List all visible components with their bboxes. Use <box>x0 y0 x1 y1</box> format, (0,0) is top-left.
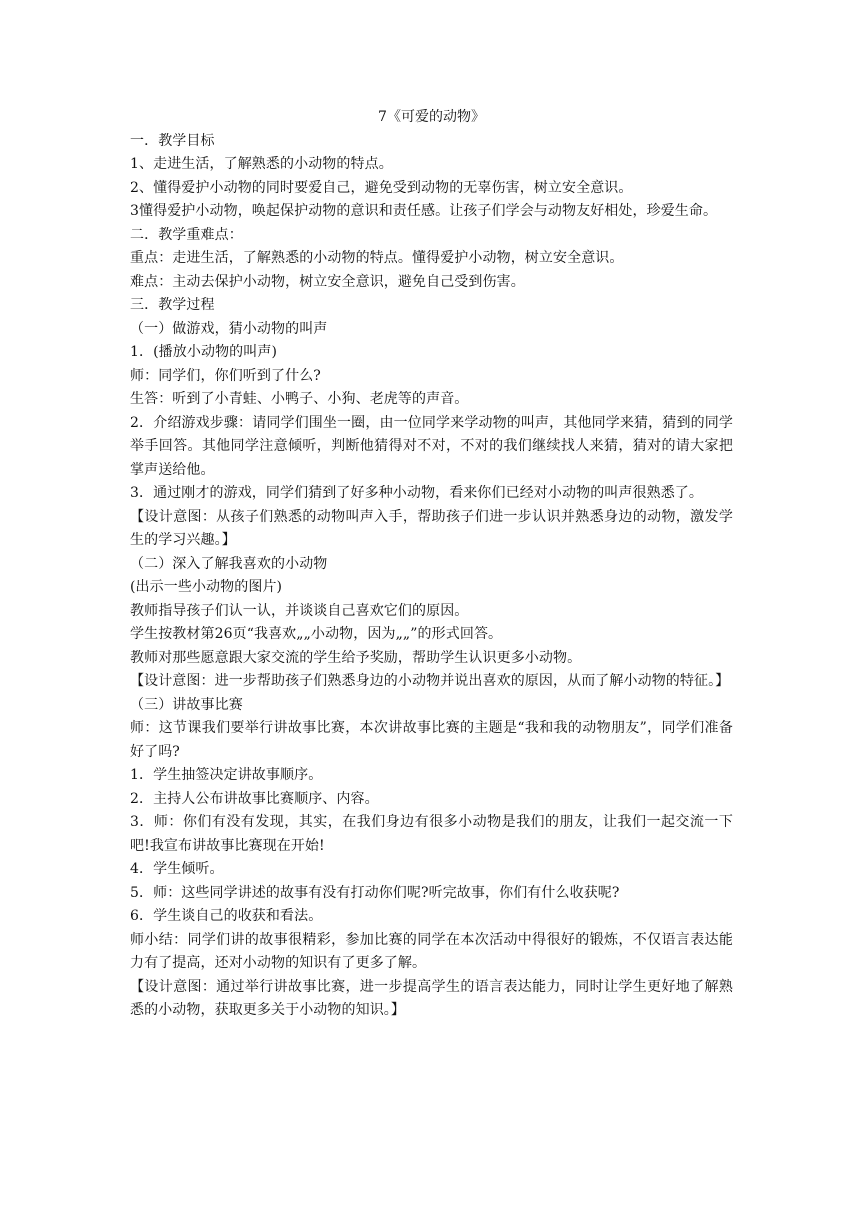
process-paragraph: 5．师：这些同学讲述的故事有没有打动你们呢?听完故事，你们有什么收获呢? <box>130 884 620 901</box>
process-paragraph: 师：这节课我们要举行讲故事比赛，本次讲故事比赛的主题是“我和我的动物朋友”，同学们准备好了吗? <box>130 720 733 760</box>
process-paragraph: 1．(播放小动物的叫声) <box>130 344 278 360</box>
key-point-item: 重点：走进生活，了解熟悉的小动物的特点。懂得爱护小动物，树立安全意识。 <box>130 250 624 266</box>
process-paragraph: (出示一些小动物的图片) <box>130 579 283 595</box>
subsection-heading-2: （二）深入了解我喜欢的小动物 <box>130 555 328 572</box>
subsection-heading-3: （三）讲故事比赛 <box>130 696 243 713</box>
design-intent-note: 【设计意图：通过举行讲故事比赛，进一步提高学生的语言表达能力，同时让学生更好地了解熟悉的小动物，获取更多关于小动物的知识。】 <box>130 978 733 1018</box>
document-body <box>130 106 733 1023</box>
teacher-summary: 师小结：同学们讲的故事很精彩，参加比赛的同学在本次活动中得很好的锻炼，不仅语言表达能力有了提高，还对小动物的知识有了更多了解。 <box>130 931 733 971</box>
document-title: 7《可爱的动物》 <box>378 109 485 125</box>
process-paragraph: 4．学生倾听。 <box>130 861 224 877</box>
process-paragraph: 3．通过刚才的游戏，同学们猜到了好多种小动物，看来你们已经对小动物的叫声很熟悉了。 <box>130 485 704 501</box>
process-paragraph: 2．主持人公布讲故事比赛顺序、内容。 <box>130 790 379 807</box>
process-paragraph: 1．学生抽签决定讲故事顺序。 <box>130 767 323 783</box>
process-paragraph: 教师对那些愿意跟大家交流的学生给予奖励，帮助学生认识更多小动物。 <box>130 649 582 666</box>
process-paragraph: 6．学生谈自己的收获和看法。 <box>130 908 323 924</box>
design-intent-note: 【设计意图：从孩子们熟悉的动物叫声入手，帮助孩子们进一步认识并熟悉身边的动物，激发学生的学习兴趣。】 <box>130 508 733 548</box>
section-heading-key-points: 二．教学重难点： <box>130 226 243 243</box>
design-intent-note: 【设计意图：进一步帮助孩子们熟悉身边的小动物并说出喜欢的原因，从而了解小动物的特征。】 <box>130 673 730 689</box>
objective-item-2: 2、懂得爱护小动物的同时要爱自己，避免受到动物的无辜伤害，树立安全意识。 <box>130 179 633 196</box>
process-paragraph: 教师指导孩子们认一认，并谈谈自己喜欢它们的原因。 <box>130 602 469 619</box>
process-paragraph: 学生按教材第26页“我喜欢„„小动物，因为„„”的形式回答。 <box>130 626 503 642</box>
section-heading-objectives: 一．教学目标 <box>130 132 215 149</box>
process-paragraph: 生答：听到了小青蛙、小鸭子、小狗、老虎等的声音。 <box>130 391 469 407</box>
section-heading-process: 三．教学过程 <box>130 297 215 313</box>
process-paragraph: 师：同学们，你们听到了什么? <box>130 367 321 384</box>
objective-item-1: 1、走进生活，了解熟悉的小动物的特点。 <box>130 156 393 172</box>
difficult-point-item: 难点：主动去保护小动物，树立安全意识，避免自己受到伤害。 <box>130 273 525 290</box>
process-paragraph: 2．介绍游戏步骤：请同学们围坐一圈，由一位同学来学动物的叫声，其他同学来猜，猜到的同学举手回答。其他同学注意倾听，判断他猜得对不对，不对的我们继续找人来猜，猜对的请大家把掌声送给他。 <box>130 414 733 478</box>
process-paragraph: 3．师：你们有没有发现，其实，在我们身边有很多小动物是我们的朋友，让我们一起交流一下吧!我宣布讲故事比赛现在开始! <box>130 814 733 854</box>
subsection-heading-1: （一）做游戏，猜小动物的叫声 <box>130 320 328 337</box>
objective-item-3: 3懂得爱护小动物，唤起保护动物的意识和责任感。让孩子们学会与动物友好相处，珍爱生命。 <box>130 203 718 219</box>
